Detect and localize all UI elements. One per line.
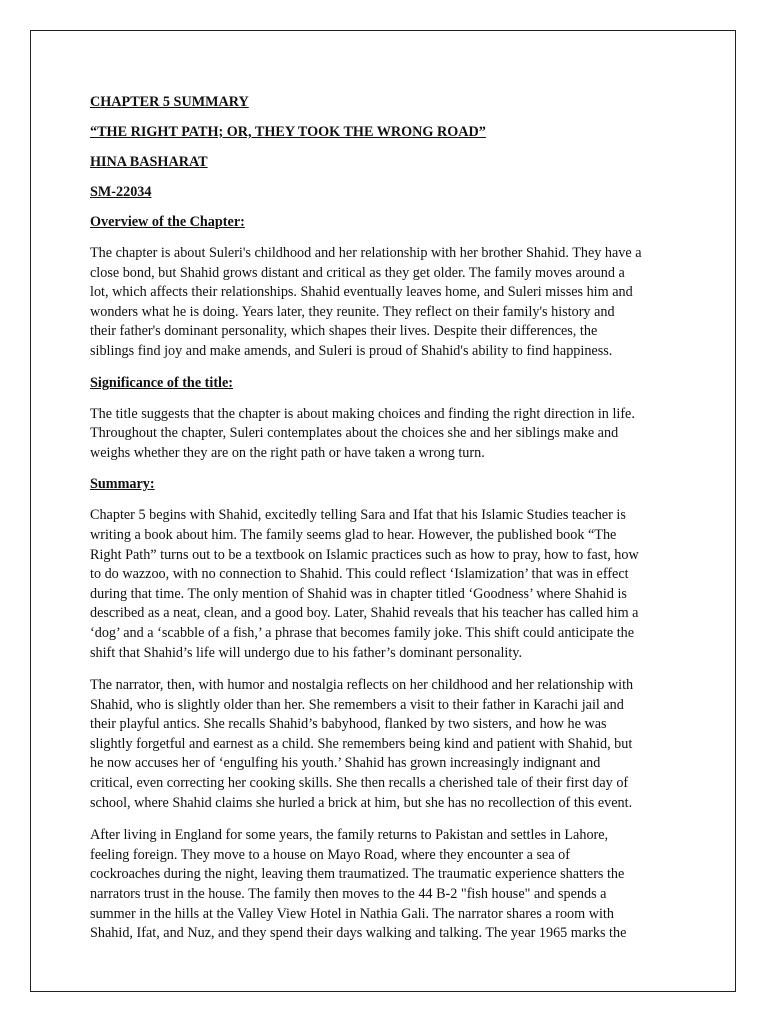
text-line: close bond, but Shahid grows distant and critical as they get older. The family moves around a bbox=[90, 264, 625, 281]
text-line: to do wazzoo, with no connection to Shahid. This could reflect ‘Islamization’ that was in effect bbox=[90, 566, 629, 583]
text-line: Shahid, Ifat, and Nuz, and they spend their days walking and talking. The year 1965 marks the bbox=[90, 925, 627, 942]
text-line: wonders what he is doing. Years later, they reunite. They reflect on their family's history and bbox=[90, 303, 615, 320]
text-line: described as a neat, clean, and a good boy. Later, Shahid reveals that his teacher has called him a bbox=[90, 605, 639, 622]
overview-paragraph bbox=[90, 244, 680, 362]
text-line: After living in England for some years, the family returns to Pakistan and settles in Lahore, bbox=[90, 827, 609, 844]
text-line: narrators trust in the house. The family then moves to the 44 B-2 "fish house" and spends a bbox=[90, 886, 607, 903]
summary-paragraph-2 bbox=[90, 676, 680, 813]
significance-paragraph bbox=[90, 405, 680, 464]
text-line: summer in the hills at the Valley View Hotel in Nathia Gali. The narrator shares a room with bbox=[90, 905, 614, 922]
summary-paragraph-3 bbox=[90, 826, 680, 944]
summary-paragraph-1 bbox=[90, 506, 680, 663]
text-line: writing a book about him. The family seems glad to hear. However, the published book “The bbox=[90, 526, 617, 543]
text-line: cockroaches during the night, leaving them traumatized. The traumatic experience shatters the bbox=[90, 866, 625, 883]
text-line: weighs whether they are on the right path or have taken a wrong turn. bbox=[90, 444, 485, 461]
document-body bbox=[90, 94, 680, 957]
text-line: during that time. The only mention of Shahid was in chapter titled ‘Goodness’ where Shahid is bbox=[90, 585, 627, 602]
text-line: shift that Shahid’s life will undergo due to his father’s dominant personality. bbox=[90, 644, 522, 661]
text-line: The title suggests that the chapter is about making choices and finding the right direction in life. bbox=[90, 405, 635, 422]
text-line: critical, even correcting her cooking skills. She then recalls a cherished tale of their first day of bbox=[90, 775, 629, 792]
text-line: lot, which affects their relationships. Shahid eventually leaves home, and Suleri misses him and bbox=[90, 284, 633, 301]
text-line: siblings find joy and make amends, and Suleri is proud of Shahid's ability to find happiness. bbox=[90, 342, 613, 359]
student-id: SM-22034 bbox=[90, 184, 152, 200]
summary-heading: Summary: bbox=[90, 476, 155, 493]
text-line: The chapter is about Suleri's childhood and her relationship with her brother Shahid. They have a bbox=[90, 245, 642, 261]
text-line: The narrator, then, with humor and nostalgia reflects on her childhood and her relationship with bbox=[90, 677, 634, 694]
text-line: feeling foreign. They move to a house on Mayo Road, where they encounter a sea of bbox=[90, 846, 570, 863]
significance-heading: Significance of the title: bbox=[90, 374, 234, 391]
text-line: Throughout the chapter, Suleri contemplates about the choices she and her siblings make and bbox=[90, 425, 619, 442]
overview-heading: Overview of the Chapter: bbox=[90, 214, 245, 230]
text-line: their playful antics. She recalls Shahid’s babyhood, flanked by two sisters, and how he was bbox=[90, 716, 607, 733]
text-line: he now accuses her of ‘engulfing his youth.’ Shahid has grown increasingly indignant and bbox=[90, 755, 601, 772]
text-line: Shahid, who is slightly older than her. She remembers a visit to their father in Karachi jail and bbox=[90, 696, 624, 713]
text-line: their father's dominant personality, which shapes their lives. Despite their differences, the bbox=[90, 323, 598, 340]
chapter-title: “THE RIGHT PATH; OR, THEY TOOK THE WRONG ROAD” bbox=[90, 124, 486, 140]
text-line: Right Path” turns out to be a textbook on Islamic practices such as how to pray, how to fast, how bbox=[90, 546, 639, 563]
text-line: ‘dog’ and a ‘scabble of a fish,’ a phrase that becomes family joke. This shift could anticipate the bbox=[90, 624, 635, 641]
chapter-heading: CHAPTER 5 SUMMARY bbox=[90, 94, 249, 110]
author-name: HINA BASHARAT bbox=[90, 154, 208, 170]
text-line: school, where Shahid claims she hurled a brick at him, but she has no recollection of this event. bbox=[90, 794, 633, 811]
text-line: Chapter 5 begins with Shahid, excitedly telling Sara and Ifat that his Islamic Studies teacher is bbox=[90, 507, 626, 524]
text-line: slightly forgetful and earnest as a child. She remembers being kind and patient with Shahid, but bbox=[90, 735, 633, 752]
